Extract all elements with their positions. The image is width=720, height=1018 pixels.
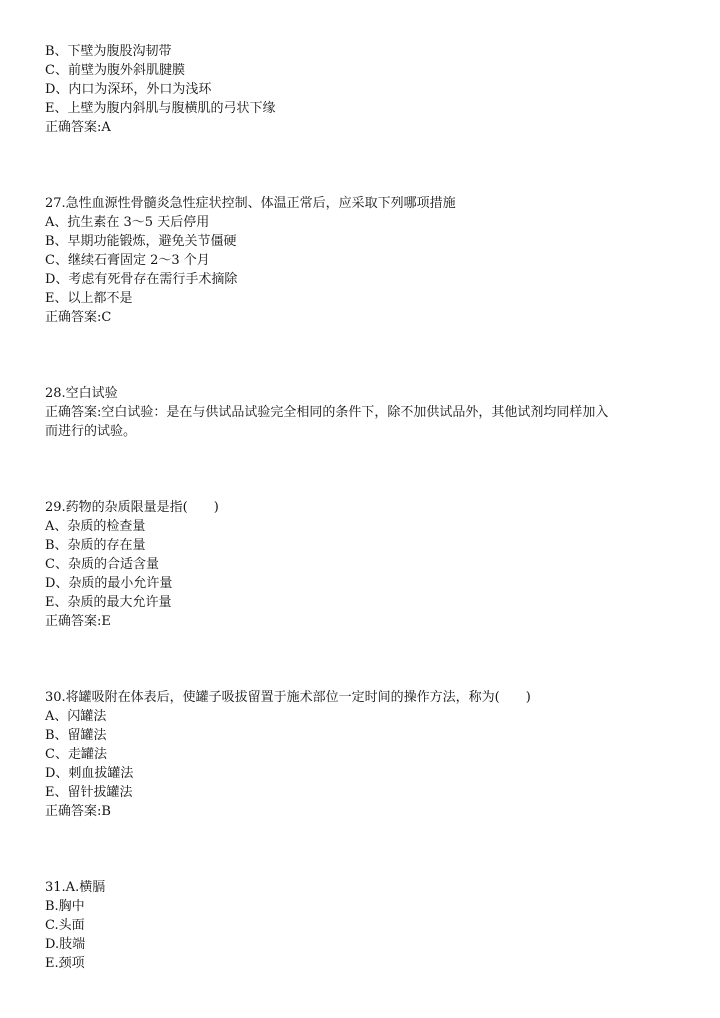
question-26-tail — [45, 42, 685, 137]
option-d: D、内口为深环，外口为浅环 — [45, 82, 212, 97]
question-stem: 30.将罐吸附在体表后，使罐子吸拔留置于施术部位一定时间的操作方法，称为( ) — [45, 690, 531, 705]
question-stem: 31.A.横膈 — [45, 880, 106, 895]
option-b: B、下壁为腹股沟韧带 — [45, 44, 172, 59]
option-d: D.肢端 — [45, 937, 86, 952]
answer-continued: 而进行的试验。 — [45, 424, 137, 439]
question-27 — [45, 194, 685, 327]
question-stem: 29.药物的杂质限量是指( ) — [45, 500, 219, 515]
option-b: B.胸中 — [45, 899, 85, 914]
option-e: E、留针拔罐法 — [45, 785, 133, 800]
option-b: B、杂质的存在量 — [45, 538, 146, 553]
option-c: C、前壁为腹外斜肌腱膜 — [45, 63, 185, 78]
question-stem: 28.空白试验 — [45, 386, 118, 401]
option-e: E.颈项 — [45, 956, 85, 971]
question-29 — [45, 498, 685, 631]
answer: 正确答案:空白试验：是在与供试品试验完全相同的条件下，除不加供试品外，其他试剂均同样加入 — [45, 405, 609, 420]
answer: 正确答案:B — [45, 804, 111, 819]
question-30 — [45, 688, 685, 821]
option-e: E、杂质的最大允许量 — [45, 595, 172, 610]
option-b: B、早期功能锻炼，避免关节僵硬 — [45, 234, 237, 249]
answer: 正确答案:E — [45, 614, 111, 629]
question-stem: 27.急性血源性骨髓炎急性症状控制、体温正常后，应采取下列哪项措施 — [45, 196, 456, 211]
option-c: C、继续石膏固定 2～3 个月 — [45, 253, 210, 268]
option-a: A、杂质的检查量 — [45, 519, 146, 534]
option-c: C、走罐法 — [45, 747, 107, 762]
option-b: B、留罐法 — [45, 728, 107, 743]
option-e: E、以上都不是 — [45, 291, 133, 306]
option-e: E、上壁为腹内斜肌与腹横肌的弓状下缘 — [45, 101, 276, 116]
option-c: C、杂质的合适含量 — [45, 557, 159, 572]
question-31 — [45, 878, 685, 973]
option-d: D、杂质的最小允许量 — [45, 576, 173, 591]
document-page — [45, 42, 685, 973]
answer: 正确答案:A — [45, 120, 111, 135]
option-c: C.头面 — [45, 918, 85, 933]
option-d: D、考虑有死骨存在需行手术摘除 — [45, 272, 238, 287]
answer: 正确答案:C — [45, 310, 112, 325]
option-a: A、闪罐法 — [45, 709, 107, 724]
option-a: A、抗生素在 3～5 天后停用 — [45, 215, 210, 230]
option-d: D、刺血拔罐法 — [45, 766, 134, 781]
question-28 — [45, 384, 685, 441]
